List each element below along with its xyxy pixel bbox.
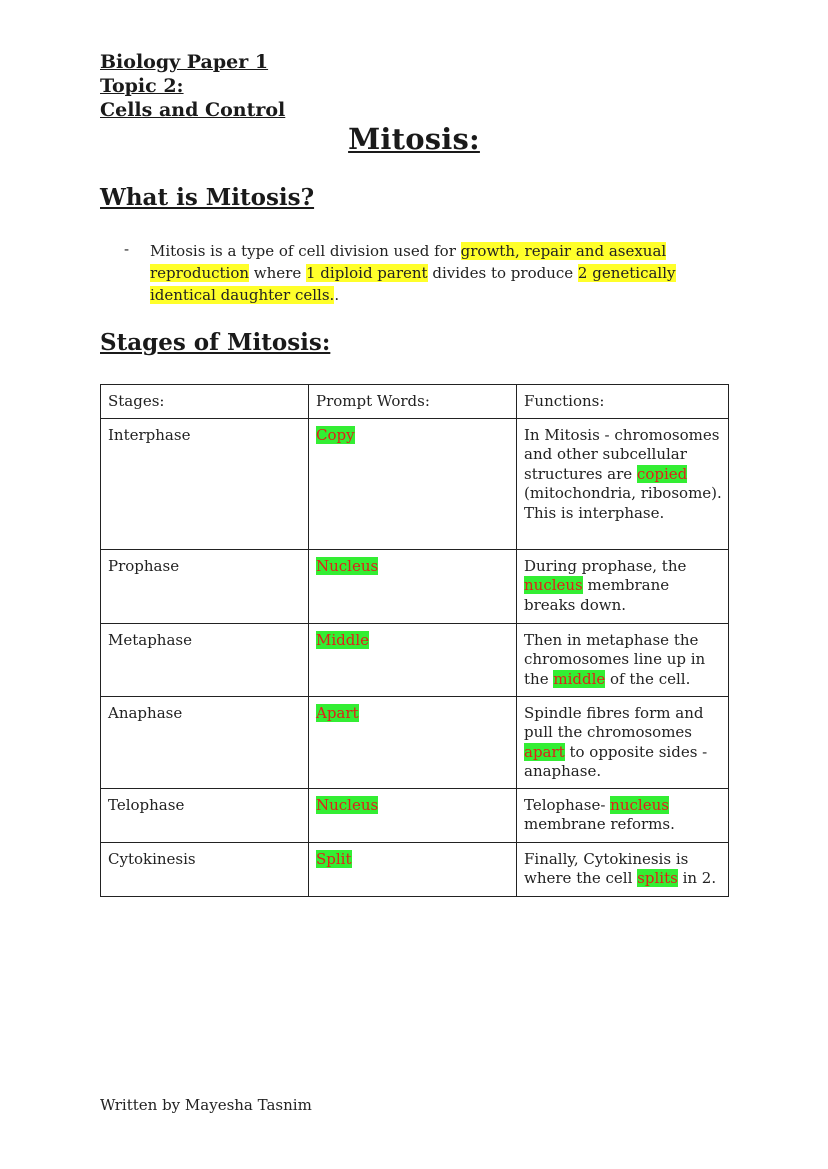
- mitosis-definition: [150, 240, 710, 306]
- table-row-telophase: [101, 788, 729, 842]
- stage-cell: Cytokinesis: [101, 842, 309, 896]
- function-text: membrane reforms.: [524, 815, 675, 833]
- table-row-cytokinesis: [101, 842, 729, 896]
- function-cell: [517, 623, 729, 696]
- function-text: of the cell.: [605, 669, 691, 688]
- function-keyword: middle: [553, 669, 606, 688]
- function-text: Finally, Cytokinesis is where the cell: [524, 849, 689, 887]
- function-keyword: nucleus: [524, 576, 583, 594]
- prompt-word: Copy: [316, 425, 355, 444]
- paper-label: Biology Paper 1: [100, 51, 269, 73]
- function-text: Then in metaphase the chromosomes line up in the: [524, 630, 706, 688]
- function-text: in 2.: [677, 869, 717, 887]
- stage-cell: Interphase: [101, 418, 309, 549]
- topic-label: Topic 2:: [100, 75, 184, 97]
- stage-cell: Anaphase: [101, 696, 309, 788]
- prompt-word: Split: [316, 849, 352, 868]
- function-text: to opposite sides - anaphase.: [524, 742, 708, 780]
- section-heading-stages: Stages of Mitosis:: [100, 329, 331, 356]
- prompt-cell: [309, 788, 517, 842]
- function-text: (mitochondria, ribosome). This is interphase.: [524, 484, 722, 522]
- author-credit: Written by Mayesha Tasnim: [100, 1096, 312, 1114]
- prompt-cell: [309, 418, 517, 549]
- prompt-word: Apart: [316, 703, 359, 722]
- function-cell: [517, 842, 729, 896]
- prompt-word: Nucleus: [316, 556, 379, 575]
- highlight-daughter-cells: 2 genetically identical daughter cells.: [150, 264, 676, 304]
- page-title: Mitosis:: [348, 122, 480, 156]
- stage-cell: Metaphase: [101, 623, 309, 696]
- header-stages: Stages:: [101, 385, 309, 419]
- highlight-diploid-parent: 1 diploid parent: [306, 264, 428, 282]
- table-row-anaphase: [101, 696, 729, 788]
- function-text: Spindle fibres form and pull the chromosomes: [524, 703, 704, 741]
- bullet-dash: -: [124, 240, 130, 258]
- function-keyword: splits: [637, 869, 678, 887]
- table-row-interphase: [101, 418, 729, 549]
- function-keyword: apart: [524, 742, 565, 761]
- document-header: [100, 50, 285, 122]
- highlight-growth-repair: growth, repair and asexual reproduction: [150, 242, 667, 282]
- function-cell: [517, 696, 729, 788]
- stage-cell: Prophase: [101, 549, 309, 623]
- function-cell: [517, 788, 729, 842]
- definition-text-3: divides to produce: [427, 264, 578, 282]
- definition-text-1: Mitosis is a type of cell division used for: [150, 242, 461, 260]
- function-text: Telophase-: [524, 795, 611, 814]
- header-functions: Functions:: [517, 385, 729, 419]
- function-keyword: nucleus: [610, 795, 669, 814]
- stage-cell: Telophase: [101, 788, 309, 842]
- topic-name: Cells and Control: [100, 99, 286, 121]
- function-keyword: copied: [636, 464, 688, 483]
- prompt-cell: [309, 549, 517, 623]
- function-text: In Mitosis - chromosomes and other subcellular structures are: [524, 425, 720, 483]
- prompt-cell: [309, 696, 517, 788]
- function-text: During prophase, the: [524, 556, 687, 575]
- table-row-prophase: [101, 549, 729, 623]
- header-prompt-words: Prompt Words:: [309, 385, 517, 419]
- prompt-word: Middle: [316, 630, 370, 649]
- definition-text-4: .: [334, 286, 340, 304]
- function-text: membrane breaks down.: [524, 576, 670, 614]
- prompt-word: Nucleus: [316, 795, 379, 814]
- section-heading-what-is-mitosis: What is Mitosis?: [100, 184, 315, 211]
- table-row-metaphase: [101, 623, 729, 696]
- prompt-cell: [309, 842, 517, 896]
- definition-text-2: where: [249, 264, 306, 282]
- prompt-cell: [309, 623, 517, 696]
- function-cell: [517, 418, 729, 549]
- stages-table: [100, 384, 729, 897]
- function-cell: [517, 549, 729, 623]
- table-header-row: [101, 385, 729, 419]
